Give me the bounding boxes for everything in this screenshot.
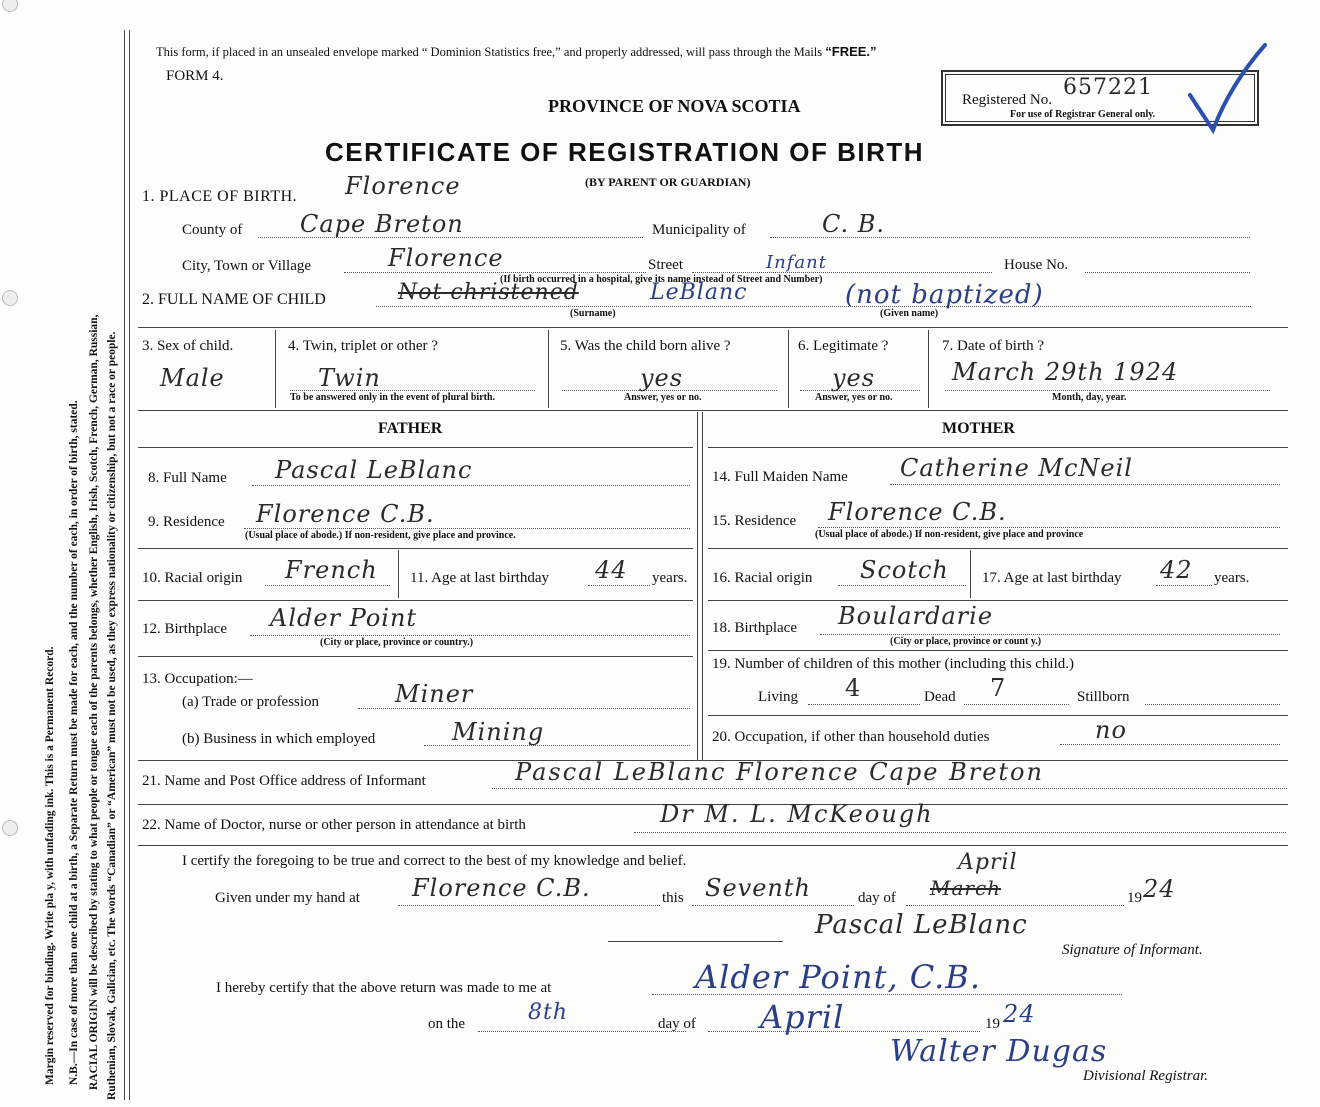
- mother-occupation-label: 20. Occupation, if other than household duties: [712, 729, 990, 745]
- doctor-line: [634, 832, 1286, 833]
- form-number: FORM 4.: [166, 68, 224, 84]
- parents-divider: [697, 412, 698, 760]
- informant-signature-caption: Signature of Informant.: [1062, 942, 1203, 958]
- punch-hole: [2, 820, 18, 836]
- twin-value[interactable]: Twin: [318, 364, 381, 392]
- registrar-place-value[interactable]: Alder Point, C.B.: [695, 958, 981, 996]
- mother-age-line: [1156, 585, 1212, 586]
- father-birthplace-line: [250, 635, 690, 636]
- stillborn-line: [1145, 704, 1280, 705]
- alive-caption: Answer, yes or no.: [624, 392, 702, 403]
- page-subtitle: (BY PARENT OR GUARDIAN): [585, 175, 751, 189]
- house-line: [1085, 272, 1250, 273]
- registrar-signature[interactable]: Walter Dugas: [890, 1034, 1108, 1069]
- informant-value[interactable]: Pascal LeBlanc Florence Cape Breton: [515, 758, 1044, 786]
- registrar-year-prefix: 19: [985, 1016, 1000, 1032]
- cell-divider: [970, 550, 971, 598]
- living-value[interactable]: 4: [845, 674, 862, 702]
- father-age-value[interactable]: 44: [595, 556, 628, 584]
- father-race-line: [265, 585, 390, 586]
- month-struck-value[interactable]: March: [930, 876, 1002, 900]
- place-of-birth-label: 1. PLACE OF BIRTH.: [142, 188, 298, 205]
- mother-heading: MOTHER: [942, 420, 1015, 437]
- informant-signature[interactable]: Pascal LeBlanc: [815, 910, 1028, 940]
- cell-divider: [548, 330, 549, 408]
- hospital-note: (If birth occurred in a hospital, give its name instead of Street and Number): [500, 274, 823, 285]
- surname-caption: (Surname): [570, 308, 616, 319]
- cell-divider: [398, 550, 399, 598]
- mother-name-value[interactable]: Catherine McNeil: [900, 454, 1133, 482]
- father-birthplace-caption: (City or place, province or country.): [320, 637, 474, 648]
- cell-divider: [928, 330, 929, 408]
- child-name-insert[interactable]: Infant: [766, 252, 827, 273]
- cell-divider: [788, 330, 789, 408]
- child-surname[interactable]: LeBlanc: [650, 280, 748, 305]
- father-residence-label: 9. Residence: [148, 514, 225, 530]
- margin-note-3: RACIAL ORIGIN will be described by stating to what people or tongue each of the parents belongs, whether English, Irish, Scotch, French, German, Russian,: [88, 314, 100, 1090]
- informant-line: [492, 788, 1287, 789]
- legitimate-label: 6. Legitimate ?: [798, 338, 889, 354]
- on-the-label: on the: [428, 1016, 466, 1032]
- this-label: this: [662, 890, 684, 906]
- dead-value[interactable]: 7: [990, 674, 1007, 702]
- mail-notice-text: This form, if placed in an unsealed envelope marked “ Dominion Statistics free,” and properly addressed, will pass through the Mails: [156, 45, 826, 59]
- mother-occupation-value[interactable]: no: [1095, 716, 1127, 744]
- mother-residence-line: [818, 527, 1280, 528]
- child-given-name[interactable]: (not baptized): [845, 280, 1044, 310]
- place-of-birth-value[interactable]: Florence: [345, 172, 461, 200]
- living-line: [808, 704, 920, 705]
- business-label: (b) Business in which employed: [182, 731, 376, 747]
- dead-label: Dead: [924, 689, 956, 705]
- father-residence-caption: (Usual place of abode.) If non-resident, give place and province.: [245, 530, 516, 541]
- trade-value[interactable]: Miner: [395, 680, 474, 708]
- dob-label: 7. Date of birth ?: [942, 338, 1045, 354]
- section-divider: [138, 447, 693, 448]
- row-divider: [708, 600, 1288, 601]
- father-heading: FATHER: [378, 420, 443, 437]
- row-divider: [138, 656, 693, 657]
- mother-name-label: 14. Full Maiden Name: [712, 469, 848, 485]
- mother-years-label: years.: [1214, 570, 1250, 586]
- dead-line: [964, 704, 1069, 705]
- province-heading: PROVINCE OF NOVA SCOTIA: [548, 96, 801, 116]
- registrar-month-value[interactable]: April: [760, 998, 845, 1036]
- registrar-use-note: For use of Registrar General only.: [1010, 109, 1156, 120]
- child-name-struck[interactable]: Not christened: [398, 280, 579, 305]
- given-under-label: Given under my hand at: [215, 890, 360, 906]
- city-value[interactable]: Florence: [388, 244, 504, 272]
- dob-value[interactable]: March 29th 1924: [952, 358, 1179, 386]
- mother-name-line: [890, 484, 1280, 485]
- registrar-statement: I hereby certify that the above return was made to me at: [216, 980, 552, 996]
- sex-label: 3. Sex of child.: [142, 338, 234, 354]
- mail-notice: [156, 44, 877, 60]
- father-name-label: 8. Full Name: [148, 470, 227, 486]
- registrar-year-value[interactable]: 24: [1003, 1000, 1036, 1028]
- child-name-line: [376, 306, 1251, 307]
- mother-residence-value[interactable]: Florence C.B.: [828, 498, 1007, 526]
- dob-line: [945, 390, 1270, 391]
- month-value[interactable]: April: [958, 850, 1018, 875]
- margin-note-4: Ruthenian, Slovak, Galician, etc. The words “Canadian” or “American” must not be used, as they express nationality or citizenship, but not a race or people.: [106, 331, 118, 1100]
- mother-birthplace-value[interactable]: Boulardarie: [838, 602, 994, 630]
- registered-number: 657221: [1063, 75, 1153, 100]
- page-title: CERTIFICATE OF REGISTRATION OF BIRTH: [325, 137, 925, 167]
- day-word-value[interactable]: Seventh: [705, 874, 811, 902]
- section-divider: [138, 327, 1288, 328]
- mother-race-line: [838, 585, 966, 586]
- house-label: House No.: [1004, 257, 1069, 273]
- street-line: [692, 272, 992, 273]
- doctor-value[interactable]: Dr M. L. McKeough: [660, 800, 934, 828]
- doctor-label: 22. Name of Doctor, nurse or other person in attendance at birth: [142, 817, 526, 833]
- municipality-label: Municipality of: [652, 222, 746, 238]
- occupation-label: 13. Occupation:—: [142, 671, 253, 687]
- mother-age-label: 17. Age at last birthday: [982, 570, 1122, 586]
- punch-hole: [2, 290, 18, 306]
- year-prefix: 19: [1127, 890, 1142, 906]
- mail-notice-free: “FREE.”: [825, 44, 877, 59]
- day-line: [692, 905, 854, 906]
- registrar-caption: Divisional Registrar.: [1083, 1068, 1209, 1084]
- mother-residence-label: 15. Residence: [712, 513, 797, 529]
- city-label: City, Town or Village: [182, 258, 312, 274]
- sex-value[interactable]: Male: [160, 364, 225, 392]
- father-race-label: 10. Racial origin: [142, 570, 243, 586]
- day-of-label: day of: [858, 890, 896, 906]
- mother-residence-caption: (Usual place of abode.) If non-resident, give place and province: [815, 529, 1084, 540]
- alive-label: 5. Was the child born alive ?: [560, 338, 731, 354]
- twin-caption: To be answered only in the event of plural birth.: [290, 392, 496, 403]
- row-divider: [138, 600, 693, 601]
- margin-note-1: Margin reserved for binding. Write pla y, with unfading ink. This is a Permanent Record.: [44, 646, 56, 1085]
- margin-rule: [124, 30, 125, 1100]
- father-residence-line: [244, 528, 690, 529]
- row-divider: [708, 650, 1288, 651]
- informant-label: 21. Name and Post Office address of Informant: [142, 773, 426, 789]
- section-divider: [138, 845, 1288, 846]
- row-divider: [708, 715, 1288, 716]
- parents-divider: [702, 412, 703, 760]
- father-age-line: [588, 585, 650, 586]
- alive-value[interactable]: yes: [640, 364, 684, 392]
- city-line: [344, 272, 646, 273]
- living-label: Living: [758, 689, 798, 705]
- signature-rule: [608, 941, 783, 942]
- mother-race-value[interactable]: Scotch: [860, 556, 949, 584]
- mother-birthplace-line: [820, 634, 1280, 635]
- father-residence-value[interactable]: Florence C.B.: [256, 500, 435, 528]
- father-name-value[interactable]: Pascal LeBlanc: [275, 456, 473, 484]
- month-line: [906, 905, 1124, 906]
- father-age-label: 11. Age at last birthday: [410, 570, 549, 586]
- mother-occupation-line: [1060, 744, 1280, 745]
- legitimate-line: [800, 390, 920, 391]
- mother-race-label: 16. Racial origin: [712, 570, 813, 586]
- county-label: County of: [182, 222, 243, 238]
- alive-line: [562, 390, 777, 391]
- registered-label: Registered No.: [962, 92, 1052, 108]
- mother-birthplace-label: 18. Birthplace: [712, 620, 797, 636]
- mother-age-value[interactable]: 42: [1160, 556, 1193, 584]
- year-value[interactable]: 24: [1143, 875, 1176, 903]
- check-mark-icon: [1185, 40, 1270, 135]
- section-divider: [708, 447, 1288, 448]
- trade-line: [358, 708, 690, 709]
- certify-statement: I certify the foregoing to be true and correct to the best of my knowledge and belief.: [182, 853, 687, 869]
- legitimate-caption: Answer, yes or no.: [815, 392, 893, 403]
- business-value[interactable]: Mining: [452, 718, 545, 746]
- county-value[interactable]: Cape Breton: [300, 210, 464, 238]
- father-years-label: years.: [652, 570, 688, 586]
- section-divider: [138, 410, 1288, 411]
- given-caption: (Given name): [880, 308, 939, 319]
- mother-birthplace-caption: (City or place, province or count y.): [890, 636, 1042, 647]
- row-divider: [138, 548, 693, 549]
- margin-note-2: N.B.—In case of more than one child at a birth, a Separate Return must be made for each, and the number of each, in order of birth, stated.: [68, 400, 80, 1085]
- registrar-day-of-label: day of: [658, 1016, 696, 1032]
- father-birthplace-value[interactable]: Alder Point: [270, 604, 418, 632]
- father-birthplace-label: 12. Birthplace: [142, 621, 227, 637]
- registrar-day-value[interactable]: 8th: [528, 1000, 569, 1025]
- punch-hole: [2, 0, 18, 12]
- twin-line: [290, 390, 535, 391]
- twin-label: 4. Twin, triplet or other ?: [288, 338, 438, 354]
- children-count-label: 19. Number of children of this mother (including this child.): [712, 656, 1075, 672]
- child-name-label: 2. FULL NAME OF CHILD: [142, 291, 326, 308]
- street-label: Street: [648, 257, 683, 273]
- trade-label: (a) Trade or profession: [182, 694, 320, 710]
- given-place-value[interactable]: Florence C.B.: [412, 874, 591, 902]
- stillborn-label: Stillborn: [1077, 689, 1130, 705]
- given-place-line: [398, 905, 660, 906]
- father-name-line: [252, 485, 690, 486]
- legitimate-value[interactable]: yes: [832, 364, 876, 392]
- margin-rule: [129, 30, 130, 1100]
- dob-caption: Month, day, year.: [1052, 392, 1127, 403]
- municipality-value[interactable]: C. B.: [822, 210, 886, 238]
- row-divider: [708, 548, 1288, 549]
- father-race-value[interactable]: French: [285, 556, 378, 584]
- cell-divider: [275, 330, 276, 408]
- registrar-day-line: [478, 1031, 686, 1032]
